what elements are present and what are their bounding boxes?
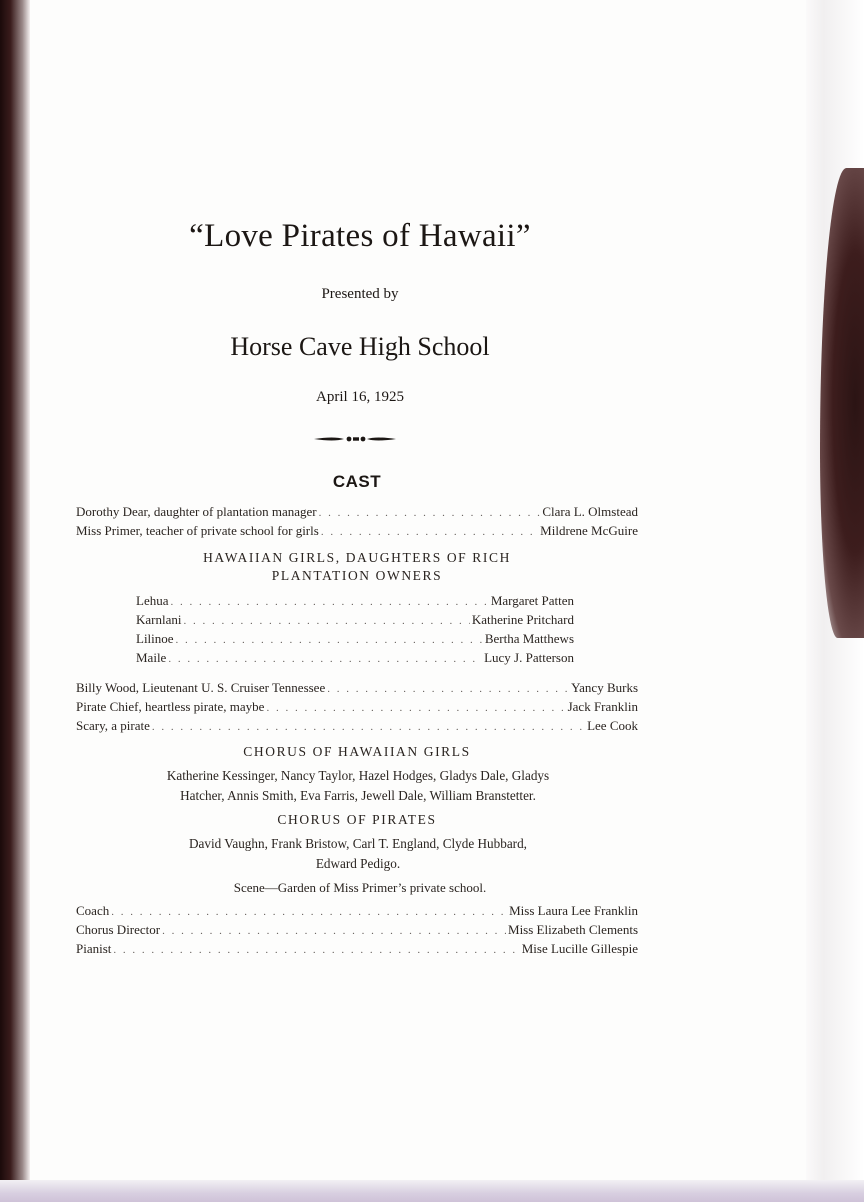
- school-name: Horse Cave High School: [230, 332, 490, 361]
- chorus-girls-line: Hatcher, Annis Smith, Eva Farris, Jewell Dale, William Branstetter.: [180, 788, 536, 803]
- dot-leader: [152, 721, 585, 733]
- role-name: Billy Wood, Lieutenant U. S. Cruiser Tennessee: [76, 680, 326, 695]
- cast-row: [76, 523, 638, 539]
- actor-name: Margaret Patten: [490, 593, 574, 608]
- chorus-girls-heading: CHORUS OF HAWAIIAN GIRLS: [243, 744, 471, 759]
- staff-person: Mise Lucille Gillespie: [521, 941, 638, 956]
- cast-row: [76, 680, 638, 696]
- role-name: Dorothy Dear, daughter of plantation manager: [76, 504, 317, 519]
- chorus-pirates-heading: CHORUS OF PIRATES: [277, 812, 437, 827]
- cast-row: [136, 593, 574, 609]
- dot-leader: [319, 507, 541, 519]
- staff-row: [76, 922, 638, 938]
- role-name: Maile: [136, 650, 167, 665]
- dot-leader: [113, 944, 519, 956]
- chorus-girls-line: Katherine Kessinger, Nancy Taylor, Hazel Hodges, Gladys Dale, Gladys: [166, 768, 550, 783]
- scene-description: Scene—Garden of Miss Primer’s private school.: [233, 880, 487, 895]
- dot-leader: [176, 634, 483, 646]
- dot-leader: [321, 526, 538, 538]
- cast-row: [76, 718, 638, 734]
- ornament-divider-icon: [314, 434, 396, 444]
- actor-name: Mildrene McGuire: [540, 523, 638, 538]
- actor-name: Bertha Matthews: [484, 631, 574, 646]
- staff-role: Pianist: [76, 941, 112, 956]
- dot-leader: [111, 906, 507, 918]
- chorus-girls-names: [40, 766, 676, 806]
- role-name: Miss Primer, teacher of private school for girls: [76, 523, 319, 538]
- actor-name: Yancy Burks: [571, 680, 638, 695]
- cast-heading: CAST: [332, 472, 382, 491]
- chorus-pirates-line: David Vaughn, Frank Bristow, Carl T. England, Clyde Hubbard,: [189, 836, 527, 851]
- cast-row: [136, 631, 574, 647]
- chorus-pirates-names: [40, 834, 676, 874]
- cast-row: [136, 612, 574, 628]
- staff-person: Miss Elizabeth Clements: [508, 922, 638, 937]
- play-title: “Love Pirates of Hawaii”: [189, 218, 531, 254]
- actor-name: Lee Cook: [587, 718, 638, 733]
- role-name: Scary, a pirate: [76, 718, 150, 733]
- presented-by: Presented by: [321, 286, 399, 302]
- cast-row: [136, 650, 574, 666]
- staff-row: [76, 903, 638, 919]
- staff-role: Chorus Director: [76, 922, 161, 937]
- dot-leader: [266, 702, 565, 714]
- staff-row: [76, 941, 638, 957]
- role-name: Lehua: [136, 593, 169, 608]
- role-name: Pirate Chief, heartless pirate, maybe: [76, 699, 265, 714]
- actor-name: Lucy J. Patterson: [484, 650, 574, 665]
- dot-leader: [168, 653, 482, 665]
- actor-name: Clara L. Olmstead: [542, 504, 638, 519]
- dot-leader: [327, 683, 569, 695]
- dot-leader: [170, 596, 488, 608]
- cast-row: [76, 504, 638, 520]
- hawaiian-girls-heading-cont: PLANTATION OWNERS: [271, 568, 443, 583]
- cast-row: [76, 699, 638, 715]
- chorus-pirates-line: Edward Pedigo.: [315, 856, 401, 871]
- staff-person: Miss Laura Lee Franklin: [509, 903, 638, 918]
- performance-date: April 16, 1925: [316, 389, 404, 405]
- staff-role: Coach: [76, 903, 110, 918]
- actor-name: Jack Franklin: [567, 699, 638, 714]
- role-name: Lilinoe: [136, 631, 174, 646]
- role-name: Karnlani: [136, 612, 182, 627]
- hawaiian-girls-heading: HAWAIIAN GIRLS, DAUGHTERS OF RICH: [203, 550, 511, 565]
- dot-leader: [183, 615, 469, 627]
- dot-leader: [162, 925, 506, 937]
- actor-name: Katherine Pritchard: [471, 612, 574, 627]
